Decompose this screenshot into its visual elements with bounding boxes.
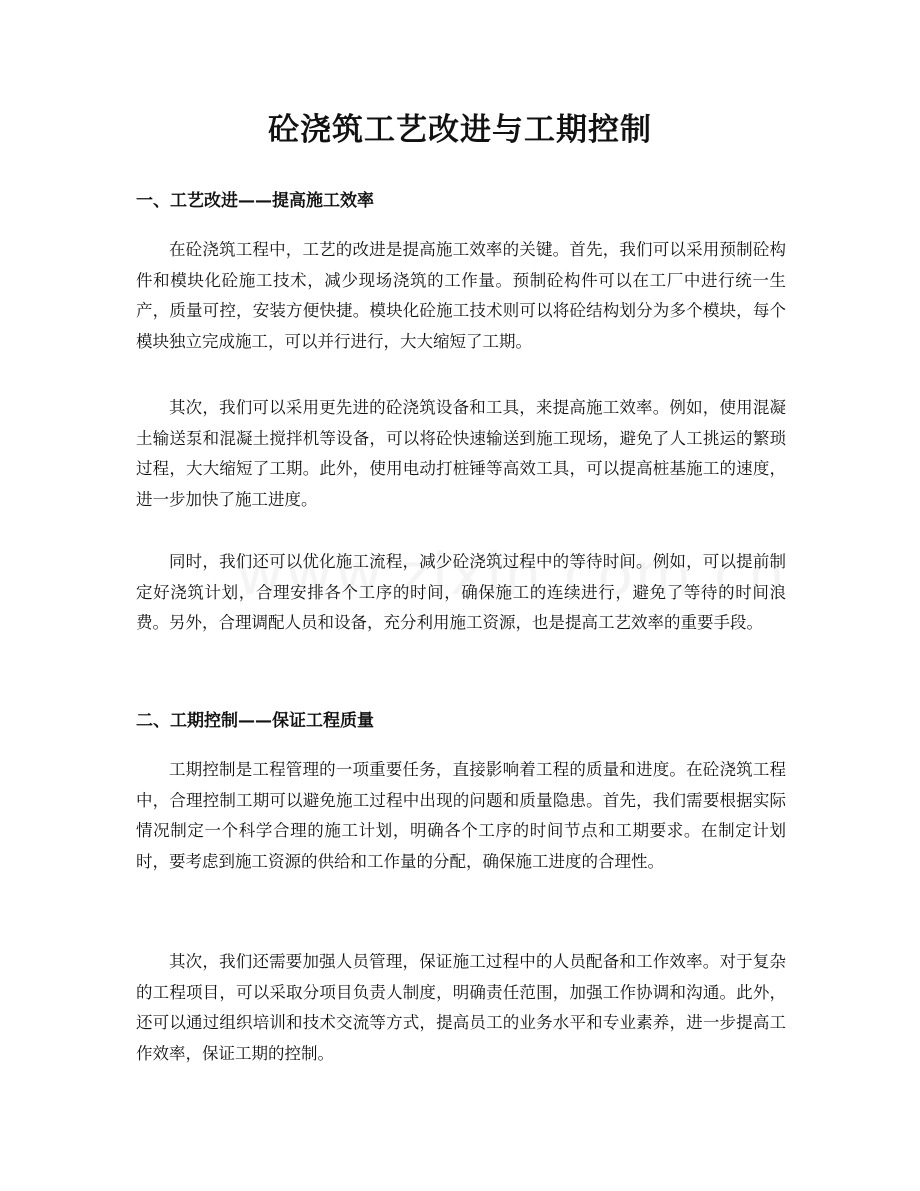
document-title: 砼浇筑工艺改进与工期控制 — [268, 112, 652, 148]
section-heading-process-improvement: 一、工艺改进——提高施工效率 — [136, 191, 374, 211]
paragraph: 同时，我们还可以优化施工流程，减少砼浇筑过程中的等待时间。例如，可以提前制定好浇筑计划，合理安排各个工序的时间，确保施工的连续进行，避免了等待的时间浪费。另外，合理调配人员和设备，充分利用施工资源，也是提高工艺效率的重要手段。 — [136, 552, 786, 632]
paragraph: 在砼浇筑工程中，工艺的改进是提高施工效率的关键。首先，我们可以采用预制砼构件和模块化砼施工技术，减少现场浇筑的工作量。预制砼构件可以在工厂中进行统一生产，质量可控，安装方便快捷。模块化砼施工技术则可以将砼结构划分为多个模块，每个模块独立完成施工，可以并行进行，大大缩短了工期。 — [136, 240, 786, 351]
paragraph: 其次，我们可以采用更先进的砼浇筑设备和工具，来提高施工效率。例如，使用混凝土输送泵和混凝土搅拌机等设备，可以将砼快速输送到施工现场，避免了人工挑运的繁琐过程，大大缩短了工期。此外，使用电动打桩锤等高效工具，可以提高桩基施工的速度，进一步加快了施工进度。 — [136, 398, 786, 509]
paragraph: 其次，我们还需要加强人员管理，保证施工过程中的人员配备和工作效率。对于复杂的工程项目，可以采取分项目负责人制度，明确责任范围，加强工作协调和沟通。此外，还可以通过组织培训和技术交流等方式，提高员工的业务水平和专业素养，进一步提高工作效率，保证工期的控制。 — [136, 952, 786, 1063]
section-heading-schedule-control: 二、工期控制——保证工程质量 — [136, 711, 374, 731]
paragraph: 工期控制是工程管理的一项重要任务，直接影响着工程的质量和进度。在砼浇筑工程中，合理控制工期可以避免施工过程中出现的问题和质量隐患。首先，我们需要根据实际情况制定一个科学合理的施工计划，明确各个工序的时间节点和工期要求。在制定计划时，要考虑到施工资源的供给和工作量的分配，确保施工进度的合理性。 — [136, 760, 786, 871]
